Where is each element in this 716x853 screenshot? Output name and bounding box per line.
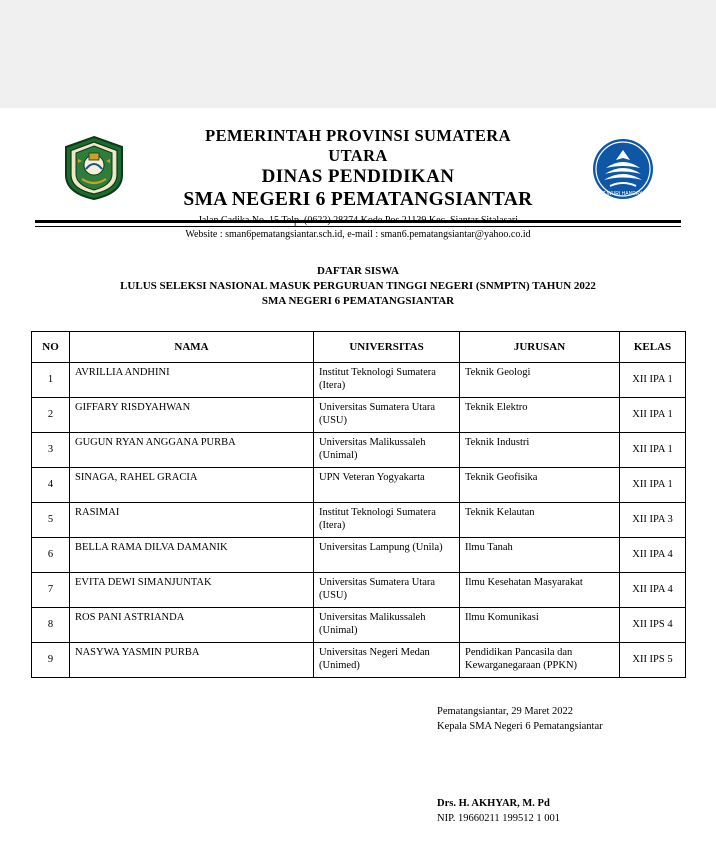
cell-kelas: XII IPA 4 <box>620 538 686 573</box>
cell-kelas: XII IPS 5 <box>620 643 686 678</box>
signatory-name: Drs. H. AKHYAR, M. Pd <box>437 798 550 809</box>
cell-jurusan: Teknik Kelautan <box>460 503 620 538</box>
cell-kelas: XII IPA 1 <box>620 468 686 503</box>
table-row <box>32 608 686 643</box>
cell-universitas: Universitas Sumatera Utara (USU) <box>314 573 460 608</box>
contact-line: Website : sman6pematangsiantar.sch.id, e-mail : sman6.pematangsiantar@yahoo.co.id <box>185 229 531 240</box>
cell-jurusan: Ilmu Komunikasi <box>460 608 620 643</box>
document-sheet <box>0 108 716 853</box>
cell-universitas: Universitas Malikussaleh (Unimal) <box>314 608 460 643</box>
cell-universitas: UPN Veteran Yogyakarta <box>314 468 460 503</box>
cell-nama: BELLA RAMA DILVA DAMANIK <box>70 538 314 573</box>
cell-kelas: XII IPA 4 <box>620 573 686 608</box>
cell-jurusan: Teknik Elektro <box>460 398 620 433</box>
cell-universitas: Universitas Malikussaleh (Unimal) <box>314 433 460 468</box>
cell-kelas: XII IPA 1 <box>620 363 686 398</box>
cell-kelas: XII IPA 1 <box>620 398 686 433</box>
cell-nama: RASIMAI <box>70 503 314 538</box>
column-header-no: NO <box>32 332 70 363</box>
column-header-jurusan: JURUSAN <box>460 332 620 363</box>
cell-jurusan: Ilmu Kesehatan Masyarakat <box>460 573 620 608</box>
cell-nama: AVRILLIA ANDHINI <box>70 363 314 398</box>
cell-kelas: XII IPA 3 <box>620 503 686 538</box>
document-title <box>0 264 716 309</box>
cell-no: 9 <box>32 643 70 678</box>
cell-nama: SINAGA, RAHEL GRACIA <box>70 468 314 503</box>
signature-block <box>0 704 716 826</box>
cell-no: 4 <box>32 468 70 503</box>
cell-no: 8 <box>32 608 70 643</box>
svg-text:TUT WURI HANDAYANI: TUT WURI HANDAYANI <box>595 191 651 197</box>
column-header-kelas: KELAS <box>620 332 686 363</box>
student-table-wrapper <box>31 331 685 678</box>
table-row <box>32 643 686 678</box>
table-row <box>32 468 686 503</box>
cell-nama: GUGUN RYAN ANGGANA PURBA <box>70 433 314 468</box>
cell-universitas: Universitas Lampung (Unila) <box>314 538 460 573</box>
student-table <box>31 331 686 678</box>
cell-universitas: Institut Teknologi Sumatera (Itera) <box>314 363 460 398</box>
signature-place-date: Pematangsiantar, 29 Maret 2022 <box>437 706 574 717</box>
cell-jurusan: Pendidikan Pancasila dan Kewarganegaraan (PPKN) <box>460 643 620 678</box>
column-header-nama: NAMA <box>70 332 314 363</box>
government-line: PEMERINTAH PROVINSI SUMATERA UTARA <box>205 126 511 165</box>
cell-jurusan: Teknik Geologi <box>460 363 620 398</box>
signature-space <box>437 734 716 796</box>
table-row <box>32 398 686 433</box>
cell-universitas: Universitas Sumatera Utara (USU) <box>314 398 460 433</box>
table-row <box>32 538 686 573</box>
title-line-3: SMA NEGERI 6 PEMATANGSIANTAR <box>261 295 455 307</box>
table-row <box>32 503 686 538</box>
cell-jurusan: Teknik Geofisika <box>460 468 620 503</box>
cell-nama: EVITA DEWI SIMANJUNTAK <box>70 573 314 608</box>
department-line: DINAS PENDIDIKAN <box>261 166 455 187</box>
cell-nama: NASYWA YASMIN PURBA <box>70 643 314 678</box>
provincial-emblem-logo <box>62 135 126 201</box>
cell-no: 1 <box>32 363 70 398</box>
cell-universitas: Universitas Negeri Medan (Unimed) <box>314 643 460 678</box>
letterhead-text <box>30 126 686 241</box>
cell-nama: GIFFARY RISDYAHWAN <box>70 398 314 433</box>
cell-nama: ROS PANI ASTRIANDA <box>70 608 314 643</box>
page-top-margin-band <box>0 0 716 108</box>
column-header-universitas: UNIVERSITAS <box>314 332 460 363</box>
school-name-line: SMA NEGERI 6 PEMATANGSIANTAR <box>183 189 533 210</box>
cell-universitas: Institut Teknologi Sumatera (Itera) <box>314 503 460 538</box>
table-header-row <box>32 332 686 363</box>
title-line-1: DAFTAR SISWA <box>316 265 399 277</box>
letterhead <box>0 108 716 238</box>
cell-no: 3 <box>32 433 70 468</box>
table-row <box>32 433 686 468</box>
cell-jurusan: Ilmu Tanah <box>460 538 620 573</box>
cell-jurusan: Teknik Industri <box>460 433 620 468</box>
table-row <box>32 363 686 398</box>
cell-no: 6 <box>32 538 70 573</box>
cell-no: 7 <box>32 573 70 608</box>
cell-no: 2 <box>32 398 70 433</box>
cell-kelas: XII IPA 1 <box>620 433 686 468</box>
letterhead-divider-thick <box>35 220 681 223</box>
cell-kelas: XII IPS 4 <box>620 608 686 643</box>
signature-position: Kepala SMA Negeri 6 Pematangsiantar <box>437 721 603 732</box>
signatory-nip: NIP. 19660211 199512 1 001 <box>437 813 560 824</box>
tut-wuri-handayani-logo <box>592 138 654 200</box>
title-line-2: LULUS SELEKSI NASIONAL MASUK PERGURUAN TINGGI NEGERI (SNMPTN) TAHUN 2022 <box>120 280 596 292</box>
table-row <box>32 573 686 608</box>
cell-no: 5 <box>32 503 70 538</box>
letterhead-divider-thin <box>35 226 681 227</box>
